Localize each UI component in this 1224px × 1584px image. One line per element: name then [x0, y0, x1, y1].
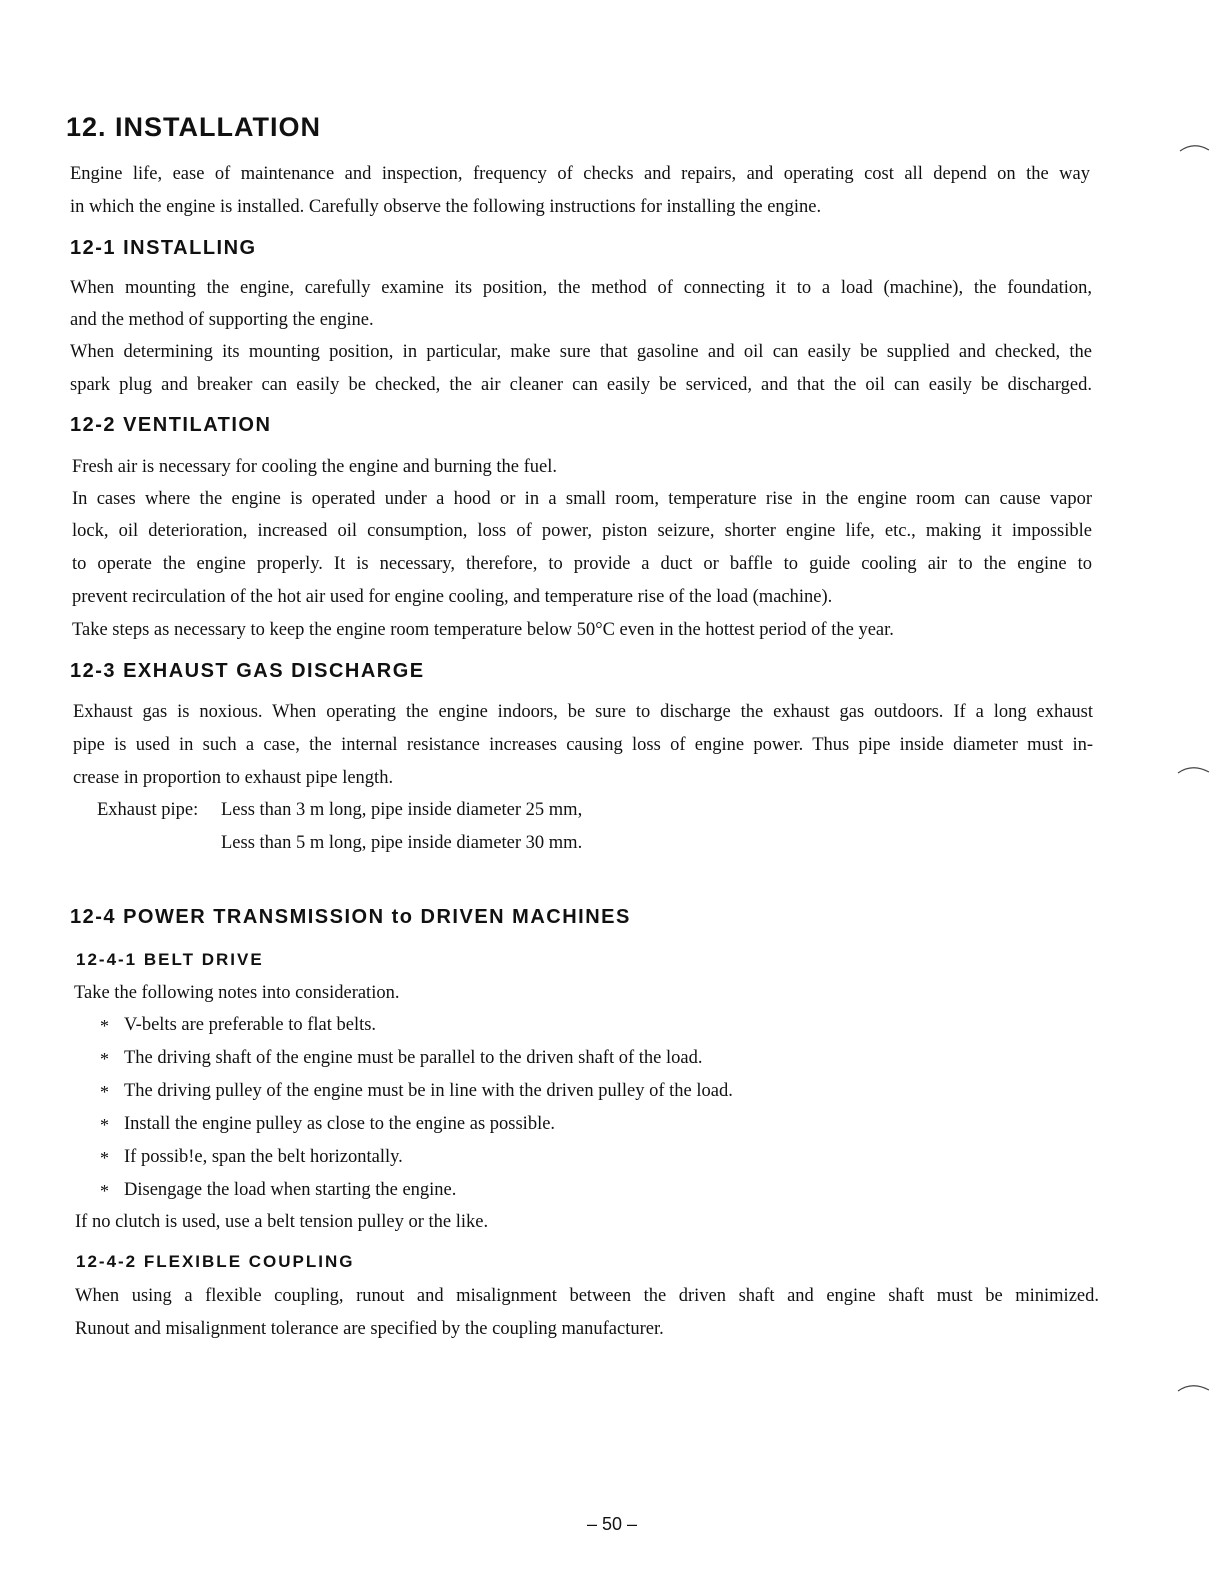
- belt-bullet-3: The driving pulley of the engine must be in line with the driven pulley of the load.: [124, 1081, 733, 1101]
- intro-line-2: in which the engine is installed. Carefully observe the following instructions for installing the engine.: [70, 197, 822, 217]
- coupling-line-2: Runout and misalignment tolerance are specified by the coupling manufacturer.: [75, 1319, 664, 1339]
- intro-line-1: Engine life, ease of maintenance and inspection, frequency of checks and repairs, and operating cost all depend on the way: [70, 164, 1090, 184]
- installing-line-4: spark plug and breaker can easily be checked, the air cleaner can easily be serviced, and that the oil can easily be discharged.: [70, 375, 1092, 395]
- exhaust-line-1: Exhaust gas is noxious. When operating the engine indoors, be sure to discharge the exhaust gas outdoors. If a long exhaust: [73, 702, 1093, 722]
- belt-bullet-5: If possib!e, span the belt horizontally.: [124, 1147, 403, 1167]
- belt-drive-heading: 12-4-1 BELT DRIVE: [76, 950, 264, 969]
- belt-bullet-6: Disengage the load when starting the engine.: [124, 1180, 457, 1200]
- ventilation-heading: 12-2 VENTILATION: [70, 414, 272, 436]
- bullet-marker: *: [100, 1115, 109, 1135]
- page-number: – 50 –: [586, 1514, 638, 1534]
- ventilation-line-2: In cases where the engine is operated under a hood or in a small room, temperature rise in the engine room can cause vapor: [72, 489, 1092, 509]
- installing-line-1: When mounting the engine, carefully examine its position, the method of connecting it to a load (machine), the foundation,: [70, 278, 1092, 298]
- exhaust-pipe-spec-1: Less than 3 m long, pipe inside diameter 25 mm,: [221, 800, 583, 820]
- belt-bullet-1: V-belts are preferable to flat belts.: [124, 1015, 377, 1035]
- bullet-marker: *: [100, 1016, 109, 1036]
- power-transmission-heading: 12-4 POWER TRANSMISSION to DRIVEN MACHINES: [70, 906, 631, 928]
- ventilation-line-3: lock, oil deterioration, increased oil consumption, loss of power, piston seizure, shorter engine life, etc., making it impossible: [72, 521, 1092, 541]
- ventilation-line-6: Take steps as necessary to keep the engine room temperature below 50°C even in the hottest period of the year.: [72, 620, 894, 640]
- belt-bullet-4: Install the engine pulley as close to the engine as possible.: [124, 1114, 556, 1134]
- bullet-marker: *: [100, 1082, 109, 1102]
- margin-mark-top: [1178, 140, 1212, 154]
- installing-line-3: When determining its mounting position, in particular, make sure that gasoline and oil can easily be supplied and checked, the: [70, 342, 1092, 362]
- margin-mark-bottom: [1176, 1380, 1212, 1394]
- exhaust-line-3: crease in proportion to exhaust pipe length.: [73, 768, 394, 788]
- ventilation-line-5: prevent recirculation of the hot air used for engine cooling, and temperature rise of the load (machine).: [72, 587, 833, 607]
- installing-line-2: and the method of supporting the engine.: [70, 310, 374, 330]
- coupling-line-1: When using a flexible coupling, runout and misalignment between the driven shaft and engine shaft must be minimized.: [75, 1286, 1099, 1306]
- flexible-coupling-heading: 12-4-2 FLEXIBLE COUPLING: [76, 1252, 355, 1271]
- belt-drive-outro: If no clutch is used, use a belt tension pulley or the like.: [75, 1212, 489, 1232]
- exhaust-line-2: pipe is used in such a case, the internal resistance increases causing loss of engine power. Thus pipe inside diameter must in-: [73, 735, 1093, 755]
- ventilation-line-4: to operate the engine properly. It is necessary, therefore, to provide a duct or baffle to guide cooling air to the engine to: [72, 554, 1092, 574]
- exhaust-pipe-spec-2: Less than 5 m long, pipe inside diameter 30 mm.: [221, 833, 583, 853]
- bullet-marker: *: [100, 1181, 109, 1201]
- bullet-marker: *: [100, 1049, 109, 1069]
- belt-bullet-2: The driving shaft of the engine must be parallel to the driven shaft of the load.: [124, 1048, 703, 1068]
- ventilation-line-1: Fresh air is necessary for cooling the engine and burning the fuel.: [72, 457, 557, 477]
- installing-heading: 12-1 INSTALLING: [70, 237, 257, 259]
- exhaust-pipe-label: Exhaust pipe:: [97, 800, 199, 820]
- belt-drive-intro: Take the following notes into consideration.: [74, 983, 400, 1003]
- section-title: 12. INSTALLATION: [66, 112, 322, 142]
- bullet-marker: *: [100, 1148, 109, 1168]
- exhaust-heading: 12-3 EXHAUST GAS DISCHARGE: [70, 660, 425, 682]
- margin-mark-middle: [1176, 762, 1212, 776]
